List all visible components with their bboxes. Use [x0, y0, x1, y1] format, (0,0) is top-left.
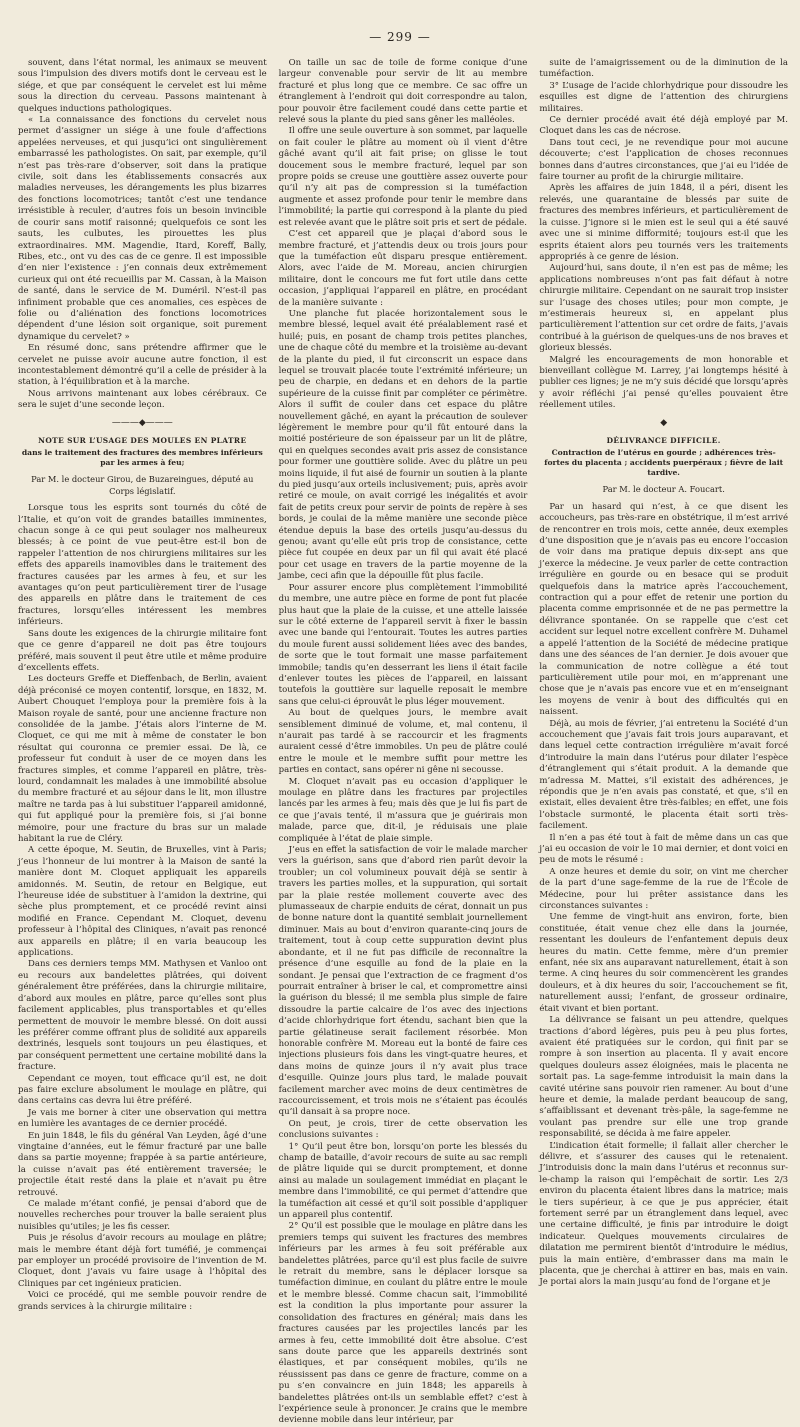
paragraph: Dans ces derniers temps MM. Mathysen et Vanloo ont eu recours aux bandelettes plâtrées, qui doivent généralement être préférées, dans la chirurgie militaire, d’abord aux moules en plâtre, parce qu’elles sont plus facilement applicables, plus transportables et qu’elles permettent de mouvoir le membre blessé. On doit aussi les préférer comme offrant plus de solidité aux appareils dextrinés, lesquels sont toujours un peu élastiques, et par conséquent permettent une certaine mobilité dans la fracture.: [18, 959, 267, 1073]
paragraph: Il offre une seule ouverture à son sommet, par laquelle on fait couler le plâtre au moment où il vient d’être gâché avant qu’il ait fait prise; on glisse le tout doucement sous le membre fracturé, lequel par son propre poids se creuse une gouttière assez ouverte pour qu’il n’y ait pas de compression si la tuméfaction augmente et assez profonde pour tenir le membre dans l’immobilité; la partie qui correspond à la plante du pied est relevée avant que le plâtre soit pris et sert de pédale.: [278, 126, 528, 228]
column-right: [539, 58, 789, 1288]
paragraph: A cette époque, M. Seutin, de Bruxelles, vint à Paris; j’eus l’honneur de lui montrer à la Maison de santé la manière dont M. Cloquet appliquait les appareils amidonnés. M. Seutin, de retour en Belgique, eut l’heureuse idée de substituer à l’amidon la dextrine, qui sèche plus promptement, et ce procédé revint ainsi modifié en France. Cependant M. Cloquet, devenu professeur à l’hôpital des Cliniques, n’avait pas renoncé aux appareils en plâtre; il en varia beaucoup les applications.: [18, 845, 267, 959]
paragraph: J’eus en effet la satisfaction de voir le malade marcher vers la guérison, sans que d’abord rien parût devoir la troubler; un col volumineux pouvait déjà se sentir à travers les parties molles, et la suppuration, qui sortait par la plaie restée mollement couverte avec des plumasseaux de charpie enduits de cérat, donnait un pus de bonne nature dont la quantité semblait journellement diminuer. Mais au bout d’environ quarante-cinq jours de traitement, tout à coup cette suppuration devint plus abondante, et il ne fut pas difficile de reconnaître la présence d’une esquille au fond de la plaie en la sondant. Je pensai que l’extraction de ce fragment d’os pourrait entraîner à briser le cal, et compromettre ainsi la guérison du blessé; il me sembla plus simple de faire dissoudre la partie calcaire de l’os avec des injections d’acide chlorhydrique fort étendu, sachant bien que la partie gélatineuse serait facilement résorbée. Mon honorable confrère M. Moreau eut la bonté de faire ces injections plusieurs fois dans les vingt-quatre heures, et dans moins de quinze jours il n’y avait plus trace d’esquille. Quinze jours plus tard, le malade pouvait facilement marcher avec moins de deux centimètres de raccourcissement, et trois mois ne s’étaient pas écoulés qu’il dansait à sa propre noce.: [278, 845, 528, 1118]
paragraph: Après les affaires de juin 1848, il a péri, disent les relevés, une quarantaine de blessés par suite de fractures des membres inférieurs, et particulièrement de la cuisse. J’ignore si le mien est le seul qui a été sauvé avec une si minime difformité; toujours est-il que les esprits étaient alors peu tournés vers les traitements appropriés à ce genre de lésion.: [539, 183, 789, 262]
paragraph: Une planche fut placée horizontalement sous le membre blessé, lequel avait été préalablement rasé et huilé; puis, en posant de champ trois petites planches, une de chaque côté du membre et la troisième au-devant de la plante du pied, il fut circonscrit un espace dans lequel se trouvait placée toute l’extrémité inférieure; un peu de charpie, en dedans et en dehors de la partie supérieure de la cuisse finit par compléter ce périmètre. Alors il suffit de couler dans cet espace du plâtre nouvellement gâché, en ayant la précaution de soulever légèrement le membre pour qu’il fût entouré dans la moitié postérieure de son épaisseur par un lit de plâtre, qui en quelques secondes avait pris assez de consistance pour former une gouttière solide. Avec du plâtre un peu moins liquide, il fut aisé de fournir un soutien à la plante du pied jusqu’aux orteils inclusivement; puis, après avoir retiré ce moule, on avait corrigé les inégalités et avoir fait de petits creux pour servir de points de repère à ses bords, je coulai de la même manière une seconde pièce étendue depuis la base des orteils jusqu’au-dessus du genou; avant qu’elle eût pris trop de consistance, cette pièce fut coupée en deux par un fil qui avait été placé pour cet usage en travers de la partie moyenne de la jambe, ceci afin que la dépouille fût plus facile.: [278, 308, 528, 582]
paragraph: Ce malade m’étant confié, je pensai d’abord que de nouvelles recherches pour trouver la balle seraient plus nuisibles qu’utiles; je les fis cesser.: [18, 1199, 267, 1232]
paragraph: Les docteurs Greffe et Dieffenbach, de Berlin, avaient déjà préconisé ce moyen contentif, lorsque, en 1832, M. Aubert Chouquet l’employa pour la première fois à la Maison royale de santé, pour une ancienne fracture non consolidée de la jambe. J’étais alors l’interne de M. Cloquet, ce qui me mit à même de constater le bon résultat qui couronna ce premier essai. De là, ce professeur fut conduit à user de ce moyen dans les fractures simples, et comme l’appareil en plâtre, très-lourd, condamnait les malades à une immobilité absolue du membre fracturé et au séjour dans le lit, mon illustre maître ne tarda pas à lui substituer l’appareil amidonné, qui fut appliqué pour la première fois, si j’ai bonne mémoire, pour une fracture du bras sur un malade habitant la rue de Cléry.: [18, 674, 267, 844]
paragraph: Malgré les encouragements de mon honorable et bienveillant collègue M. Larrey, j’ai longtemps hésité à publier ces lignes; je ne m’y suis décidé que lorsqu’après y avoir réfléchi j’ai pensé qu’elles pouvaient être réellement utiles.: [539, 354, 789, 411]
paragraph: Sans doute les exigences de la chirurgie militaire font que ce genre d’appareil ne doit pas être toujours préféré, mais souvent il peut être utile et même produire d’excellents effets.: [18, 628, 267, 673]
section-divider: ———◆———: [111, 417, 173, 428]
paragraph: C’est cet appareil que je plaçai d’abord sous le membre fracturé, et j’attendis deux ou trois jours pour que la tuméfaction eût disparu presque entièrement. Alors, avec l’aide de M. Moreau, ancien chirurgien militaire, dont le concours me fut fort utile dans cette occasion, j’appliquai l’appareil en plâtre, en procédant de la manière suivante :: [278, 229, 528, 308]
article-subtitle: dans le traitement des fractures des membres inférieurs par les armes à feu;: [21, 448, 263, 468]
paragraph: En juin 1848, le fils du général Van Leyden, âgé d’une vingtaine d’années, eut le fémur fracturé par une balle dans sa partie moyenne; frappée à sa partie antérieure, la cuisse n’avait pas été entièrement traversée; le projectile était resté dans la plaie et n’avait pu être retrouvé.: [18, 1130, 267, 1198]
paragraph: Puis je résolus d’avoir recours au moulage en plâtre; mais le membre étant déjà fort tuméfié, je commençai par employer un procédé provisoire de l’invention de M. Cloquet, dont j’avais vu faire usage à l’hôpital des Cliniques par cet ingénieux praticien.: [18, 1233, 267, 1289]
paragraph: A onze heures et demie du soir, on vint me chercher de la part d’une sage-femme de la rue de l’École de Médecine, pour lui prêter assistance dans les circonstances suivantes :: [539, 866, 789, 912]
paragraph: Je vais me borner à citer une observation qui mettra en lumière les avantages de ce dernier procédé.: [18, 1107, 267, 1130]
paragraph: Lorsque tous les esprits sont tournés du côté de l’Italie, et qu’on voit de grandes batailles imminentes, chacun songe à ce qui peut soulager nos malheureux blessés; à ce point de vue peut-être est-il bon de rappeler l’attention de nos chirurgiens militaires sur les effets des appareils inamovibles dans le traitement des fractures causées par les armes à feu, et sur les avantages qu’on peut particulièrement tirer de l’usage des appareils en plâtre dans le traitement de ces fractures, lorsqu’elles intéressent les membres inférieurs.: [18, 503, 267, 628]
paragraph: En résumé donc, sans prétendre affirmer que le cervelet ne puisse avoir aucune autre fonction, il est incontestablement démontré qu’il a celle de présider à la station, à l’équilibration et à la marche.: [18, 343, 267, 388]
paragraph: « La connaissance des fonctions du cervelet nous permet d’assigner un siége à une foule d’affections appelées nerveuses, et qui jusqu’ici ont singulièrement embarrassé les pathologistes. On sait, par exemple, qu’il n’est pas très-rare d’observer, soit dans la pratique civile, soit dans les établissements consacrés aux maladies nerveuses, les dérangements les plus bizarres des fonctions locomotrices; tantôt c’est une tendance irrésistible à reculer, d’autres fois un besoin invincible de courir sans motif raisonné; quelquefois ce sont les sauts, les culbutes, les pirouettes les plus extraordinaires. MM. Magendie, Itard, Koreff, Bally, Ribes, etc., ont vu des cas de ce genre. Il est impossible d’en nier l’existence : j’en connais deux extrêmement curieux qui ont été recueillis par M. Cassan, à la Maison de santé, dans le service de M. Duméril. N’est-il pas infiniment probable que ces anomalies, ces espèces de folie ou d’aliénation des fonctions locomotrices dépendent d’une lésion soit organique, soit purement dynamique du cervelet? »: [18, 115, 267, 342]
paragraph: 2° Qu’il est possible que le moulage en plâtre dans les premiers temps qui suivent les fractures des membres inférieurs par les armes à feu soit préférable aux bandelettes plâtrées, parce qu’il est plus facile de suivre le retrait du membre, sans le déplacer lorsque sa tuméfaction diminue, en coulant du plâtre entre le moule et le membre blessé. Comme chacun sait, l’immobilité est la condition la plus importante pour assurer la consolidation des fractures en général; mais dans les fractures causées par les projectiles lancés par les armes à feu, cette immobilité doit être absolue. C’est sans doute parce que les appareils dextrinés sont élastiques, et par conséquent mobiles, qu’ils ne réussissent pas dans ce genre de fracture, comme on a pu s’en convaincre en juin 1848; les appareils à bandelettes plâtrées ont-ils un semblable effet? c’est à l’expérience seule à prononcer. Je crains que le membre devienne mobile dans leur intérieur, par: [278, 1221, 528, 1426]
text-columns: [18, 58, 789, 1426]
paragraph: souvent, dans l’état normal, les animaux se meuvent sous l’impulsion des divers motifs dont le cerveau est le siége, et que par conséquent le cervelet est lui même sous la direction du cerveau. Passons maintenant à quelques inductions pathologiques.: [18, 58, 267, 114]
paragraph: On taille un sac de toile de forme conique d’une largeur convenable pour servir de lit au membre fracturé et plus long que ce membre. Ce sac offre un étranglement à l’endroit qui doit correspondre au talon, pour pouvoir être facilement coudé dans cette partie et relevé sous la plante du pied sans gêner les malléoles.: [278, 58, 528, 126]
page-number: — 299 —: [369, 30, 431, 44]
article-byline: Par M. le docteur A. Foucart.: [602, 484, 725, 495]
paragraph: Nous arrivons maintenant aux lobes cérébraux. Ce sera le sujet d’une seconde leçon.: [18, 388, 267, 411]
paragraph: M. Cloquet n’avait pas eu occasion d’appliquer le moulage en plâtre dans les fractures par projectiles lancés par les armes à feu; mais dès que je lui fis part de ce que j’avais tenté, il m’assura que je guérirais mon malade, parce que, dit-il, je réduisais une plaie compliquée à l’état de plaie simple.: [278, 776, 528, 844]
paragraph: La délivrance se faisant un peu attendre, quelques tractions d’abord légères, puis peu à peu plus fortes, avaient été pratiquées sur le cordon, qui finit par se rompre à son insertion au placenta. Il y avait encore quelques douleurs assez éloignées, mais le placenta ne sortait pas. La sage-femme introduisit la main dans la cavité utérine sans pouvoir rien ramener. Au bout d’une heure et demie, la malade perdant beaucoup de sang, s’affaiblissant et devenant très-pâle, la sage-femme ne voulant pas prendre sur elle une trop grande responsabilité, se décida à me faire appeler.: [539, 1015, 789, 1140]
paragraph: Il n’en a pas été tout à fait de même dans un cas que j’ai eu occasion de voir le 10 mai dernier, et dont voici en peu de mots le résumé :: [539, 832, 789, 866]
paragraph: Au bout de quelques jours, le membre avait sensiblement diminué de volume, et, mal contenu, il n’aurait pas tardé à se raccourcir et les fragments auraient cessé d’être immobiles. Un peu de plâtre coulé entre le moule et le membre suffit pour mettre les parties en contact, sans opérer ni gêne ni secousse.: [278, 708, 528, 776]
article-byline: Par M. le docteur Girou, de Buzareingues, député au Corps législatif.: [31, 474, 254, 496]
paragraph: Cependant ce moyen, tout efficace qu’il est, ne doit pas faire exclure absolument le moulage en plâtre, qui dans certains cas devra lui être préféré.: [18, 1073, 267, 1107]
article-title: NOTE SUR L’USAGE DES MOULES EN PLATRE: [38, 436, 247, 445]
article-title: DÉLIVRANCE DIFFICILE.: [606, 436, 721, 445]
paragraph: Ce dernier procédé avait été déjà employé par M. Cloquet dans les cas de nécrose.: [539, 115, 789, 137]
paragraph: Par un hasard qui n’est, à ce que disent les accoucheurs, pas très-rare en obstétrique, il m’est arrivé de rencontrer en trois mois, cette année, deux exemples d’une disposition que je n’avais pas eu encore l’occasion de voir dans ma pratique depuis dix-sept ans que j’exerce la médecine. Je veux parler de cette contraction irrégulière en gourde ou en besace qui se produit quelquefois dans la matrice après l’accouchement, contraction qui a pour effet de retenir une portion du placenta comme emprisonnée et de ne pas permettre la délivrance spontanée. On se rappelle que c’est cet accident sur lequel notre excellent confrère M. Duhamel a appelé l’attention de la Société de médecine pratique dans une des séances de l’an dernier. Je dois avouer que la communication de notre collègue a été tout particulièrement utile pour moi, en m’apprenant une chose que je n’avais pas encore vue et en m’enseignant les moyens de venir à bout des difficultés qui en naissent.: [539, 501, 789, 718]
paragraph: 1° Qu’il peut être bon, lorsqu’on porte les blessés du champ de bataille, d’avoir recours de suite au sac rempli de plâtre liquide qui se durcit promptement, et donne ainsi au malade un soulagement immédiat en plaçant le membre dans l’immobilité, ce qui permet d’attendre que la tuméfaction ait cessé et qu’il soit possible d’appliquer un appareil plus contentif.: [278, 1141, 528, 1221]
paragraph: Aujourd’hui, sans doute, il n’en est pas de même; les applications nombreuses n’ont pas fait défaut à notre chirurgie militaire. Cependant on ne saurait trop insister sur l’usage des choses utiles; pour mon compte, je m’estimerais heureux si, en appelant plus particulièrement l’attention sur cet ordre de faits, j’avais contribué à la guérison de quelques-uns de nos braves et glorieux blessés.: [539, 263, 789, 354]
section-divider: ◆: [660, 417, 668, 428]
paragraph: L’indication était formelle; il fallait aller chercher le délivre, et s’assurer des causes qui le retenaient. J’introduisis donc la main dans l’utérus et reconnus sur-le-champ la raison qui l’empêchait de sortir. Les 2/3 environ du placenta étaient libres dans la matrice; mais le tiers supérieur, à ce que je pus apprécier, était fortement serré par un étranglement dans lequel, avec une certaine difficulté, je finis par introduire le doigt indicateur. Quelques mouvements circulaires de dilatation me permirent bientôt d’introduire le médius, puis la main entière, d’embrasser dans ma main le placenta, que je cherchai à attirer en bas, mais en vain. Je portai alors la main jusqu’au fond de l’organe et je: [539, 1140, 789, 1288]
article-subtitle: Contraction de l’utérus en gourde ; adhérences très-fortes du placenta ; accidents puerpéraux ; fièvre de lait tardive.: [544, 448, 784, 478]
paragraph: Déjà, au mois de février, j’ai entretenu la Société d’un accouchement que j’avais fait trois jours auparavant, et dans lequel cette contraction irrégulière m’avait forcé d’introduire la main dans l’utérus pour dilater l’espèce d’étranglement qui s’était produit. A la demande que m’adressa M. Mattei, s’il existait des adhérences, je répondis que je n’en avais pas constaté, et que, s’il en existait, elles devaient être très-faibles; en effet, une fois l’obstacle surmonté, le placenta était sorti très-facilement.: [539, 718, 789, 832]
column-left: [18, 58, 267, 1312]
paragraph: Pour assurer encore plus complètement l’immobilité du membre, une autre pièce en forme de pont fut placée plus haut que la plaie de la cuisse, et une attelle laissée sur le côté externe de l’appareil servit à fixer le bassin avec une bande qui l’entourait. Toutes les autres parties du moule furent aussi solidement liées avec des bandes, de sorte que le tout formait une masse parfaitement immobile; tandis qu’en desserrant les liens il était facile d’enlever toutes les pièces de l’appareil, en laissant toutefois la gouttière sur laquelle reposait le membre sans que celui-ci éprouvât le plus léger mouvement.: [278, 582, 528, 707]
column-middle: [278, 58, 528, 1426]
paragraph: Une femme de vingt-huit ans environ, forte, bien constituée, était venue chez elle dans la journée, ressentant les douleurs de l’enfantement depuis deux heures du matin. Cette femme, mère d’un premier enfant, née six ans auparavant naturellement, était à son terme. A cinq heures du soir commencèrent les grandes douleurs, et à dix heures du soir, l’accouchement se fit, naturellement aussi; l’enfant, de grosseur ordinaire, était vivant et bien portant.: [539, 912, 789, 1014]
paragraph: On peut, je crois, tirer de cette observation les conclusions suivantes :: [278, 1118, 528, 1141]
paragraph: 3° L’usage de l’acide chlorhydrique pour dissoudre les esquilles est digne de l’attention des chirurgiens militaires.: [539, 80, 789, 114]
paragraph: Voici ce procédé, qui me semble pouvoir rendre de grands services à la chirurgie militaire :: [18, 1290, 267, 1312]
paragraph: Dans tout ceci, je ne revendique pour moi aucune découverte; c’est l’application de choses reconnues bonnes dans d’autres circonstances, que j’ai eu l’idée de faire tourner au profit de la chirurgie militaire.: [539, 137, 789, 183]
paragraph: suite de l’amaigrissement ou de la diminution de la tuméfaction.: [539, 58, 789, 80]
